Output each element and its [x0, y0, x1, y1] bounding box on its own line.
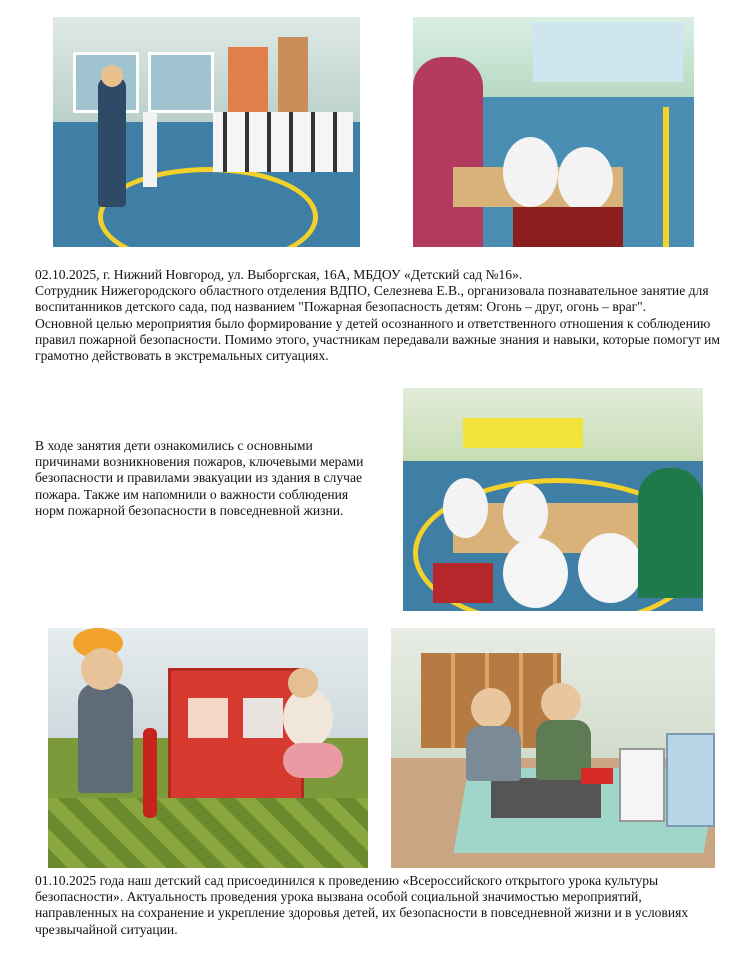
event-goal: Основной целью мероприятия было формирование у детей осознанного и ответственного отношения к соблюдению правил пожарной безопасности. Помимо этого, участникам передавали важные знания и навыки, которые помогут им грамотно действовать в экстремальных ситуациях. — [35, 315, 720, 364]
photo-table-activity — [413, 17, 694, 247]
photo-boys-model — [391, 628, 715, 868]
lesson-content: В ходе занятия дети ознакомились с основными причинами возникновения пожаров, ключевыми мерами безопасности и правилами эвакуации из здания в случае пожара. Также им напомнили о важности соблюдения норм пожарной безопасности в повседневной жизни. — [35, 438, 364, 518]
intro-text — [35, 267, 725, 364]
event-date-location: 02.10.2025, г. Нижний Новгород, ул. Выборгская, 16А, МБДОУ «Детский сад №16». — [35, 267, 523, 282]
photo-group-table — [403, 388, 703, 611]
photo-gym-lineup — [53, 17, 360, 247]
lesson-content-text — [35, 438, 380, 519]
event-organizer: Сотрудник Нижегородского областного отделения ВДПО, Селезнева Е.В., организовала познавательное занятие для воспитанников детского сада, под названием "Пожарная безопасность детям: Огонь – друг, огонь – враг". — [35, 283, 709, 315]
open-lesson-text — [35, 873, 725, 938]
open-lesson-content: 01.10.2025 года наш детский сад присоединился к проведению «Всероссийского открытого урока культуры безопасности». Актуальность проведения урока вызвана особой социальной значимостью мероприятий, направленных на сохранение и укрепление здоровья детей, их безопасности в повседневной жизни и в условиях чрезвычайной ситуации. — [35, 873, 689, 937]
photo-fire-play-corner — [48, 628, 368, 868]
